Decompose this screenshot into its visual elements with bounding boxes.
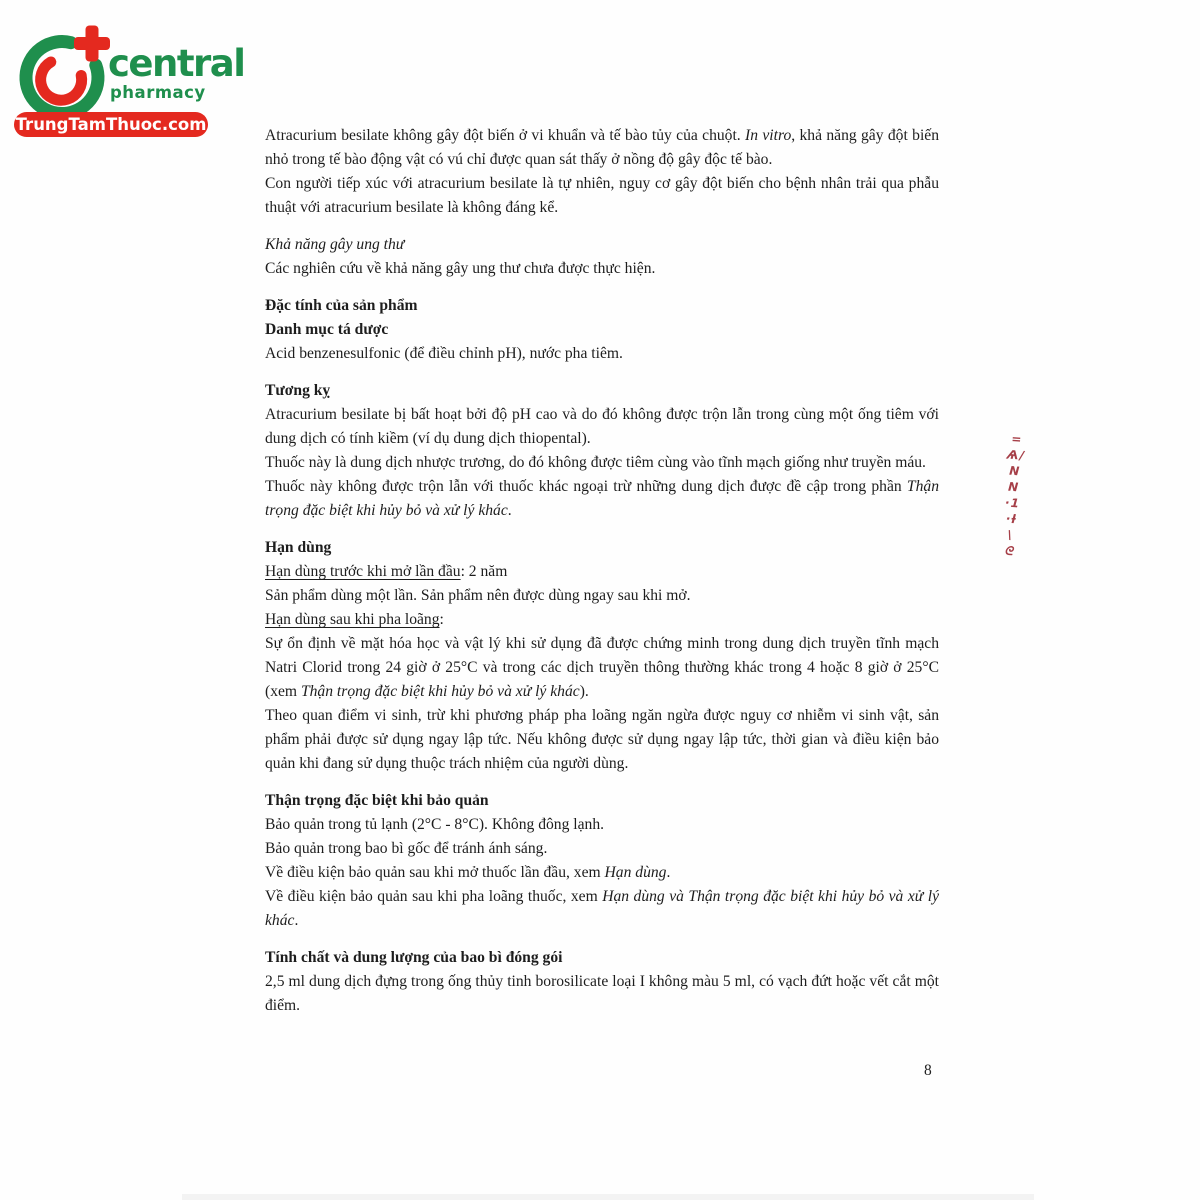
text-run: Atracurium besilate không gây đột biến ở vi khuẩn và tế bào tủy của chuột. bbox=[265, 127, 746, 144]
handwritten-mark: ᘓ bbox=[1003, 543, 1015, 559]
section-heading bbox=[265, 536, 939, 560]
text-run: : 2 năm bbox=[460, 563, 508, 580]
paragraph-gap bbox=[265, 366, 939, 379]
text-run: . bbox=[294, 912, 299, 929]
text-run: Thuốc này là dung dịch nhược trương, do đó không được tiêm cùng vào tĩnh mạch giống như truyền máu. bbox=[265, 454, 926, 471]
handwritten-annotation bbox=[992, 431, 1035, 561]
paragraph bbox=[265, 861, 939, 885]
text-run: Khả năng gây ung thư bbox=[265, 236, 405, 253]
handwritten-mark: Ν bbox=[1007, 479, 1020, 495]
paragraph bbox=[265, 342, 939, 366]
handwritten-mark: = bbox=[1010, 431, 1023, 447]
text-run: Acid benzenesulfonic (để điều chỉnh pH), nước pha tiêm. bbox=[265, 345, 623, 362]
paragraph-gap bbox=[265, 523, 939, 536]
paragraph bbox=[265, 257, 939, 281]
text-run: 2,5 ml dung dịch đựng trong ống thủy tinh borosilicate loại I không màu 5 ml, có vạch đứt hoặc vết cắt một điểm. bbox=[265, 973, 939, 1014]
text-run: Hạn dùng bbox=[265, 539, 332, 556]
text-run: Thuốc này không được trộn lẫn với thuốc khác ngoại trừ những dung dịch được đề cập trong phần bbox=[265, 478, 907, 495]
paragraph-gap bbox=[265, 281, 939, 294]
document-body bbox=[265, 124, 939, 1018]
text-run: Về điều kiện bảo quản sau khi mở thuốc lần đầu, xem bbox=[265, 864, 605, 881]
paragraph bbox=[265, 632, 939, 704]
section-heading bbox=[265, 318, 939, 342]
paragraph bbox=[265, 970, 939, 1018]
paragraph-gap bbox=[265, 933, 939, 946]
text-run: Hạn dùng bbox=[604, 864, 667, 881]
text-run: , khả năng gây đột biến nhỏ trong tế bào động vật có vú chỉ được quan sát thấy ở nồng độ gây độc tế bào. bbox=[265, 127, 939, 168]
text-run: Theo quan điểm vi sinh, trừ khi phương pháp pha loãng ngăn ngừa được nguy cơ nhiễm vi sinh vật, sản phẩm phải được sử dụng ngay lập tức. Nếu không được sử dụng ngay lập tức, thời gian và điều kiện bảo quản khi đang sử dụng thuộc trách nhiệm của người dùng. bbox=[265, 707, 939, 772]
text-run: Thận trọng đặc biệt khi hủy bỏ và xử lý khác bbox=[265, 478, 939, 519]
paragraph-gap bbox=[265, 776, 939, 789]
paragraph bbox=[265, 885, 939, 933]
logo-site-badge[interactable]: TrungTamThuoc.com bbox=[14, 112, 208, 137]
section-heading bbox=[265, 379, 939, 403]
paragraph bbox=[265, 608, 939, 632]
handwritten-mark: ·1 bbox=[1004, 495, 1021, 511]
text-run: In vitro bbox=[745, 127, 792, 144]
text-run: . bbox=[507, 502, 512, 519]
paragraph bbox=[265, 837, 939, 861]
text-run: ). bbox=[579, 683, 589, 700]
paragraph bbox=[265, 172, 939, 220]
text-run: Thận trọng đặc biệt khi bảo quản bbox=[265, 792, 489, 809]
paragraph bbox=[265, 403, 939, 451]
text-run: Tính chất và dung lượng của bao bì đóng gói bbox=[265, 949, 563, 966]
section-heading bbox=[265, 946, 939, 970]
text-run: Sự ổn định về mặt hóa học và vật lý khi sử dụng đã được chứng minh trong dung dịch truyền tĩnh mạch Natri Clorid trong 24 giờ ở 25°C và trong các dịch truyền thông thường khác trong 4 hoặc 8 giờ ở 25°C (xem bbox=[265, 635, 939, 700]
text-run: Các nghiên cứu về khả năng gây ung thư chưa được thực hiện. bbox=[265, 260, 656, 277]
handwritten-mark: Ѧ/ bbox=[1006, 447, 1026, 463]
text-run: Đặc tính của sản phẩm bbox=[265, 297, 418, 314]
text-run: Thận trọng đặc biệt khi hủy bỏ và xử lý khác bbox=[300, 683, 580, 700]
text-run: . bbox=[666, 864, 671, 881]
paragraph bbox=[265, 584, 939, 608]
paragraph bbox=[265, 475, 939, 523]
scan-edge bbox=[182, 1194, 1034, 1200]
text-run: Hạn dùng sau khi pha loãng bbox=[265, 611, 440, 628]
page-number: 8 bbox=[924, 1062, 932, 1079]
paragraph bbox=[265, 704, 939, 776]
section-heading bbox=[265, 233, 939, 257]
paragraph bbox=[265, 560, 939, 584]
paragraph-gap bbox=[265, 220, 939, 233]
text-run: Atracurium besilate bị bất hoạt bởi độ pH cao và do đó không được trộn lẫn trong cùng một ống tiêm với dung dịch có tính kiềm (ví dụ dung dịch thiopental). bbox=[265, 406, 939, 447]
text-run: Bảo quản trong tủ lạnh (2°C - 8°C). Không đông lạnh. bbox=[265, 816, 605, 833]
logo-sub-text: pharmacy bbox=[110, 83, 206, 102]
section-heading bbox=[265, 294, 939, 318]
handwritten-mark: \ bbox=[1007, 527, 1014, 543]
text-run: Bảo quản trong bao bì gốc để tránh ánh sáng. bbox=[265, 840, 548, 857]
paragraph bbox=[265, 451, 939, 475]
paragraph bbox=[265, 813, 939, 837]
section-heading bbox=[265, 789, 939, 813]
text-run: Danh mục tá dược bbox=[265, 321, 389, 338]
handwritten-mark: Ν bbox=[1008, 463, 1021, 479]
logo-wordmark bbox=[108, 42, 245, 102]
text-run: Về điều kiện bảo quản sau khi pha loãng thuốc, xem bbox=[265, 888, 603, 905]
paragraph bbox=[265, 124, 939, 172]
text-run: Hạn dùng và Thận trọng đặc biệt khi hủy bỏ và xử lý khác bbox=[265, 888, 939, 929]
text-run: Con người tiếp xúc với atracurium besilate là tự nhiên, nguy cơ gây đột biến cho bệnh nhân trải qua phẫu thuật với atracurium besilate là không đáng kể. bbox=[265, 175, 939, 216]
logo-brand-text: central bbox=[108, 42, 245, 85]
text-run: : bbox=[439, 611, 444, 628]
text-run: Hạn dùng trước khi mở lần đầu bbox=[265, 563, 461, 580]
text-run: Tương kỵ bbox=[265, 382, 331, 399]
text-run: Sản phẩm dùng một lần. Sản phẩm nên được dùng ngay sau khi mở. bbox=[265, 587, 691, 604]
handwritten-mark: ·ƚ bbox=[1005, 511, 1018, 527]
plus-icon bbox=[74, 26, 110, 62]
